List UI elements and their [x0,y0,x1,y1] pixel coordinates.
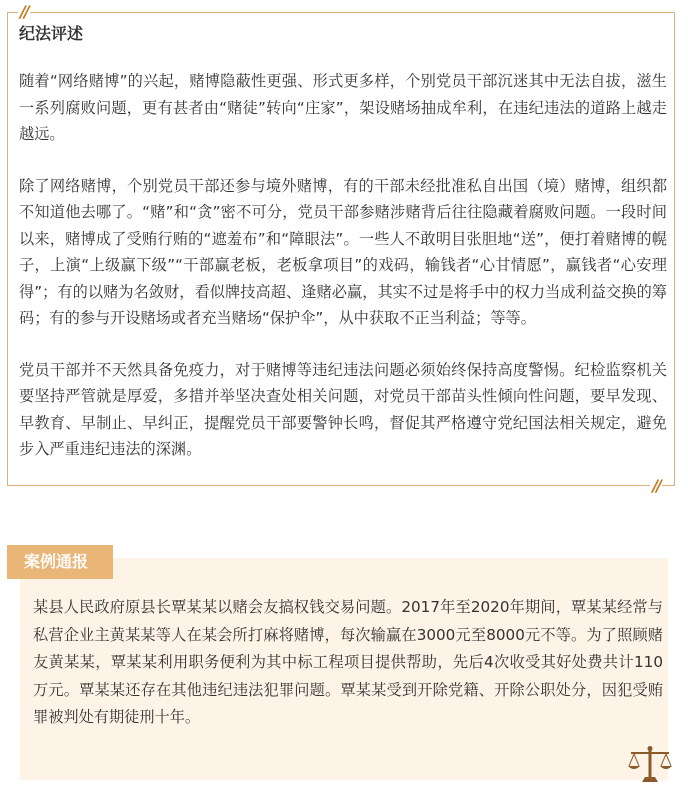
commentary-paragraph: 党员干部并不天然具备免疫力，对于赌博等违纪违法问题必须始终保持高度警惕。纪检监察机关要坚持严管就是厚爱，多措并举坚决查处相关问题，对党员干部苗头性倾向性问题，要早发现、早教育、早制止、早纠正，提醒党员干部要警钟长鸣，督促其严格遵守党纪国法相关规定，避免步入严重违纪违法的深渊。 [19,360,667,458]
commentary-section [7,2,675,495]
slash-decoration-bottom: // [652,476,660,495]
commentary-paragraph: 除了网络赌博，个别党员干部还参与境外赌博，有的干部未经批准私自出国（境）赌博，组织都不知道他去哪了。“赌”和“贪”密不可分，党员干部参赌涉赌背后往往隐藏着腐败问题。一段时间以来，赌博成了受贿行贿的“遮羞布”和“障眼法”。一些人不敢明目张胆地“送”，便打着赌博的幌子，上演“上级赢下级”“干部赢老板，老板拿项目”的戏码，输钱者“心甘情愿”，赢钱者“心安理得”；有的以赌为名敛财，看似牌技高超、逢赌必赢，其实不过是将手中的权力当成利益交换的筹码；有的参与开设赌场或者充当赌场“保护伞”，从中获取不正当利益；等等。 [19,176,667,327]
case-body: 某县人民政府原县长覃某某以赌会友搞权钱交易问题。2017年至2020年期间，覃某某经常与私营企业主黄某某等人在某会所打麻将赌博，每次输赢在3000元至8000元不等。为了照顾赌友黄某某，覃某某利用职务便利为其中标工程项目提供帮助，先后4次收受其好处费共计110万元。覃某某还存在其他违纪违法犯罪问题。覃某某受到开除党籍、开除公职处分，因犯受贿罪被判处有期徒刑十年。 [33,598,663,726]
scales-of-justice-icon [626,744,674,784]
case-header-label: 案例通报 [7,545,113,579]
commentary-body [19,68,667,463]
slash-decoration-top: // [20,2,28,21]
commentary-paragraph: 随着“网络赌博”的兴起，赌博隐蔽性更强、形式更多样，个别党员干部沉迷其中无法自拔，滋生一系列腐败问题，更有甚者由“赌徒”转向“庄家”，架设赌场抽成牟利，在违纪违法的道路上越走越远。 [19,72,667,143]
section-title: 纪法评述 [19,24,84,43]
